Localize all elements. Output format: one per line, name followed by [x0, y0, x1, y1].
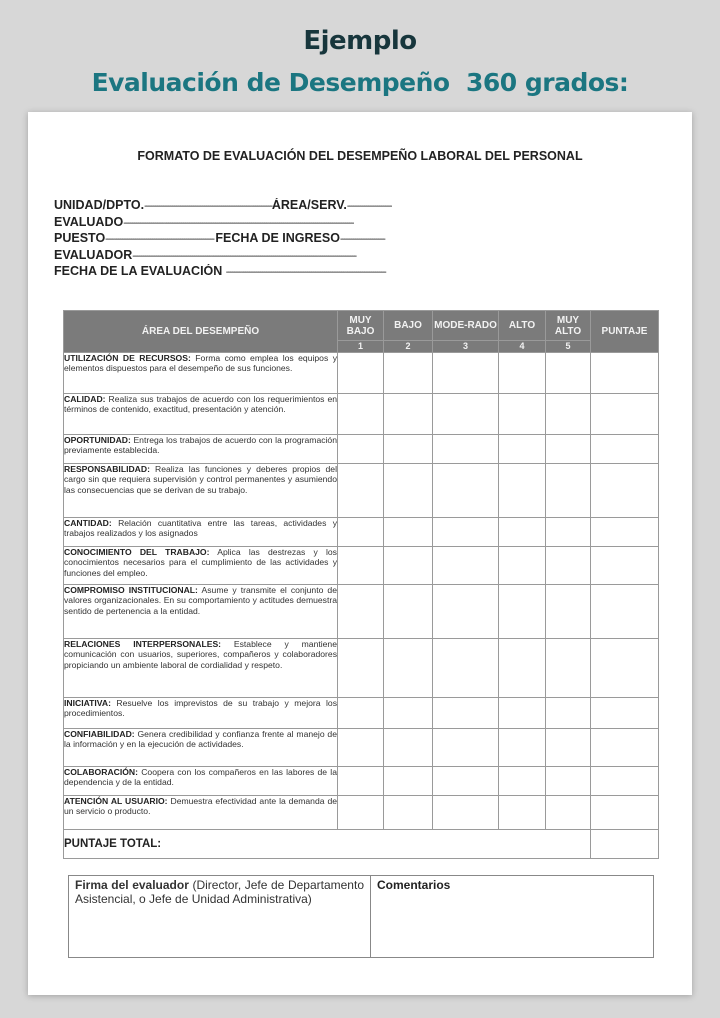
rating-cell-3[interactable]: [433, 353, 499, 394]
scale-header: MUY BAJO: [338, 311, 384, 341]
score-cell[interactable]: [591, 518, 659, 547]
score-cell[interactable]: [591, 585, 659, 639]
evaluation-table: [63, 310, 659, 859]
field-evaluado[interactable]: EVALUADO------------------------------------------------------------------------------------------------------------: [54, 214, 354, 229]
rating-cell-5[interactable]: [546, 729, 591, 767]
scale-header: MUY ALTO: [546, 311, 591, 341]
table-row: [64, 353, 659, 394]
criterion-name: CANTIDAD:: [64, 518, 112, 528]
criterion-description: Resuelve los imprevistos de su trabajo y mejora los procedimientos.: [64, 698, 337, 719]
criterion-description: Aplica las destrezas y los conocimientos necesarios para el cumplimiento de las actividades y funciones del empleo.: [64, 547, 337, 578]
table-row: [64, 464, 659, 518]
scale-number: 5: [546, 341, 591, 353]
criterion-cell: [64, 639, 338, 698]
area-header: ÁREA DEL DESEMPEÑO: [64, 311, 338, 353]
table-row: [64, 639, 659, 698]
score-cell[interactable]: [591, 464, 659, 518]
rating-cell-1[interactable]: [338, 394, 384, 435]
table-row: [64, 547, 659, 585]
rating-cell-2[interactable]: [384, 394, 433, 435]
scale-header: MODE-RADO: [433, 311, 499, 341]
criterion-name: CONFIABILIDAD:: [64, 729, 135, 739]
rating-cell-1[interactable]: [338, 796, 384, 830]
rating-cell-5[interactable]: [546, 435, 591, 464]
rating-cell-1[interactable]: [338, 518, 384, 547]
score-header: PUNTAJE: [591, 311, 659, 353]
rating-cell-4[interactable]: [499, 547, 546, 585]
criterion-description: Coopera con los compañeros en las labores de la dependencia y de la entidad.: [64, 767, 337, 788]
criterion-cell: [64, 394, 338, 435]
rating-cell-5[interactable]: [546, 464, 591, 518]
score-cell[interactable]: [591, 767, 659, 796]
table-row: [64, 767, 659, 796]
total-score-cell[interactable]: [591, 830, 659, 859]
rating-cell-4[interactable]: [499, 435, 546, 464]
rating-cell-3[interactable]: [433, 518, 499, 547]
criterion-name: COMPROMISO INSTITUCIONAL:: [64, 585, 198, 595]
rating-cell-4[interactable]: [499, 796, 546, 830]
comments-field[interactable]: Comentarios: [377, 878, 451, 892]
rating-cell-5[interactable]: [546, 585, 591, 639]
rating-cell-2[interactable]: [384, 767, 433, 796]
rating-cell-4[interactable]: [499, 464, 546, 518]
table-row: [64, 698, 659, 729]
score-cell[interactable]: [591, 394, 659, 435]
rating-cell-3[interactable]: [433, 435, 499, 464]
table-row: [64, 796, 659, 830]
score-cell[interactable]: [591, 547, 659, 585]
rating-cell-1[interactable]: [338, 585, 384, 639]
rating-cell-3[interactable]: [433, 464, 499, 518]
rating-cell-2[interactable]: [384, 464, 433, 518]
criterion-description: Forma como emplea los equipos y elementos dispuestos para el desempeño de sus funciones.: [64, 353, 337, 374]
score-cell[interactable]: [591, 796, 659, 830]
criterion-name: INICIATIVA:: [64, 698, 111, 708]
rating-cell-3[interactable]: [433, 767, 499, 796]
scale-number: 3: [433, 341, 499, 353]
total-label: PUNTAJE TOTAL:: [64, 830, 591, 859]
rating-cell-2[interactable]: [384, 698, 433, 729]
rating-cell-5[interactable]: [546, 767, 591, 796]
rating-cell-5[interactable]: [546, 353, 591, 394]
rating-cell-4[interactable]: [499, 585, 546, 639]
rating-cell-3[interactable]: [433, 796, 499, 830]
total-row: [64, 830, 659, 859]
criterion-cell: [64, 796, 338, 830]
criterion-cell: [64, 729, 338, 767]
rating-cell-4[interactable]: [499, 518, 546, 547]
scale-number: 1: [338, 341, 384, 353]
rating-cell-3[interactable]: [433, 698, 499, 729]
rating-cell-2[interactable]: [384, 729, 433, 767]
rating-cell-1[interactable]: [338, 639, 384, 698]
scale-number: 4: [499, 341, 546, 353]
rating-cell-2[interactable]: [384, 353, 433, 394]
rating-cell-1[interactable]: [338, 547, 384, 585]
criterion-cell: [64, 585, 338, 639]
rating-cell-2[interactable]: [384, 585, 433, 639]
rating-cell-5[interactable]: [546, 547, 591, 585]
criterion-description: Genera credibilidad y confianza frente al manejo de la información y en la ejecución de actividades.: [64, 729, 337, 750]
criterion-name: CONOCIMIENTO DEL TRABAJO:: [64, 547, 210, 557]
field-puesto-fecha-ingreso[interactable]: PUESTO--------------------------------------------------- FECHA DE INGRESO---------------------: [54, 231, 385, 245]
rating-cell-3[interactable]: [433, 547, 499, 585]
table-row: [64, 729, 659, 767]
rating-cell-4[interactable]: [499, 353, 546, 394]
rating-cell-4[interactable]: [499, 729, 546, 767]
criterion-cell: [64, 767, 338, 796]
rating-cell-5[interactable]: [546, 394, 591, 435]
criterion-name: UTILIZACIÓN DE RECURSOS:: [64, 353, 191, 363]
criterion-name: RELACIONES INTERPERSONALES:: [64, 639, 222, 649]
criterion-description: Demuestra efectividad ante la demanda de un servicio o producto.: [64, 796, 337, 817]
score-cell[interactable]: [591, 639, 659, 698]
rating-cell-1[interactable]: [338, 729, 384, 767]
criterion-cell: [64, 435, 338, 464]
score-cell[interactable]: [591, 698, 659, 729]
score-cell[interactable]: [591, 435, 659, 464]
rating-cell-2[interactable]: [384, 639, 433, 698]
criterion-name: OPORTUNIDAD:: [64, 435, 131, 445]
table-row: [64, 435, 659, 464]
criterion-name: RESPONSABILIDAD:: [64, 464, 150, 474]
rating-cell-5[interactable]: [546, 796, 591, 830]
signature-box: [68, 875, 654, 958]
criterion-cell: [64, 464, 338, 518]
criterion-description: Establece y mantiene comunicación con usuarios, superiores, compañeros y colaboradores propiciando un ambiente laboral de cordialidad y respeto.: [64, 639, 337, 670]
criterion-cell: [64, 518, 338, 547]
rating-cell-5[interactable]: [546, 518, 591, 547]
form-fields: [54, 198, 392, 281]
criterion-description: Relación cuantitativa entre las tareas, actividades y trabajos realizados y los asignados: [64, 518, 337, 539]
rating-cell-3[interactable]: [433, 394, 499, 435]
rating-cell-4[interactable]: [499, 394, 546, 435]
rating-cell-1[interactable]: [338, 435, 384, 464]
scale-header: ALTO: [499, 311, 546, 341]
criterion-name: CALIDAD:: [64, 394, 106, 404]
rating-cell-3[interactable]: [433, 729, 499, 767]
header-title: Ejemplo: [303, 26, 417, 56]
criterion-description: Entrega los trabajos de acuerdo con la programación previamente establecida.: [64, 435, 337, 456]
field-fecha-evaluacion[interactable]: FECHA DE LA EVALUACIÓN ---------------------------------------------------------------------------: [54, 264, 386, 278]
criterion-description: Realiza sus trabajos de acuerdo con los requerimientos en términos de contenido, exactitud, presentación y atención.: [64, 394, 337, 415]
criterion-name: COLABORACIÓN:: [64, 767, 138, 777]
scale-number: 2: [384, 341, 433, 353]
header-subtitle: Evaluación de Desempeño 360 grados:: [91, 68, 629, 97]
table-row: [64, 518, 659, 547]
criterion-description: Realiza las funciones y deberes propios del cargo sin que requiera supervisión y control permanentes y asumiendo las consecuencias que se derivan de su trabajo.: [64, 464, 337, 495]
rating-cell-5[interactable]: [546, 639, 591, 698]
criterion-name: ATENCIÓN AL USUARIO:: [64, 796, 168, 806]
table-row: [64, 394, 659, 435]
criterion-cell: [64, 353, 338, 394]
rating-cell-1[interactable]: [338, 464, 384, 518]
rating-cell-2[interactable]: [384, 547, 433, 585]
criterion-cell: [64, 547, 338, 585]
rating-cell-4[interactable]: [499, 698, 546, 729]
rating-cell-2[interactable]: [384, 796, 433, 830]
rating-cell-2[interactable]: [384, 435, 433, 464]
rating-cell-5[interactable]: [546, 698, 591, 729]
rating-cell-4[interactable]: [499, 639, 546, 698]
score-cell[interactable]: [591, 729, 659, 767]
rating-cell-1[interactable]: [338, 698, 384, 729]
criterion-cell: [64, 698, 338, 729]
scale-header: BAJO: [384, 311, 433, 341]
rating-cell-4[interactable]: [499, 767, 546, 796]
evaluator-signature-field[interactable]: Firma del evaluador (Director, Jefe de Departamento Asistencial, o Jefe de Unidad Administrativa): [69, 876, 371, 957]
field-unidad-area[interactable]: UNIDAD/DPTO.------------------------------------------------------------ÁREA/SERV.---------------------: [54, 198, 392, 212]
form-title: FORMATO DE EVALUACIÓN DEL DESEMPEÑO LABORAL DEL PERSONAL: [137, 149, 583, 163]
criterion-description: Asume y transmite el conjunto de valores organizacionales. En su comportamiento y actitudes demuestra sentido de pertenencia a la entidad.: [64, 585, 337, 616]
rating-cell-2[interactable]: [384, 518, 433, 547]
evaluation-form: [28, 112, 692, 995]
rating-cell-1[interactable]: [338, 767, 384, 796]
field-evaluador[interactable]: EVALUADOR---------------------------------------------------------------------------------------------------------: [54, 247, 356, 262]
rating-cell-1[interactable]: [338, 353, 384, 394]
score-cell[interactable]: [591, 353, 659, 394]
rating-cell-3[interactable]: [433, 639, 499, 698]
rating-cell-3[interactable]: [433, 585, 499, 639]
table-row: [64, 585, 659, 639]
